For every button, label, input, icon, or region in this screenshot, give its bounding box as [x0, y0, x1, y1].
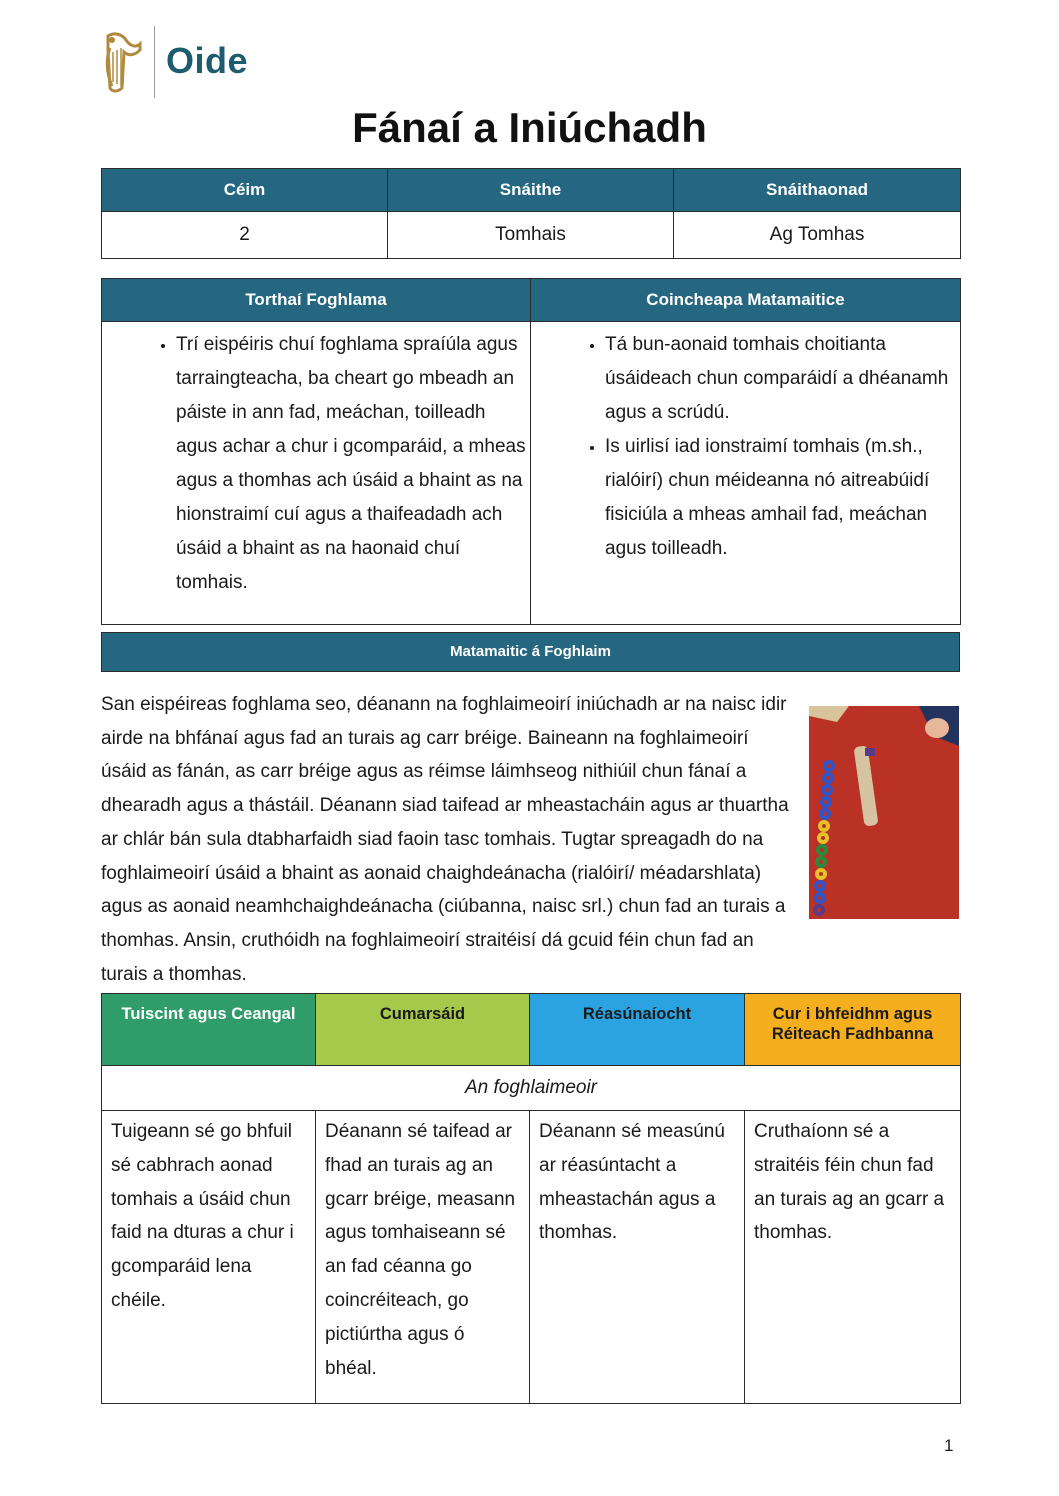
outcomes-header-coincheapa: Coincheapa Matamaitice — [531, 279, 961, 322]
page-number: 1 — [944, 1436, 954, 1455]
section-paragraph: San eispéireas foghlama seo, déanann na foghlaimeoirí iniúchadh ar na naisc idir airde na bhfánaí agus fad an turais ag carr bréige. Baineann na foghlaimeoirí úsáid as fánán, as carr bréige agus as réimse láimhseog nithiúil chun fánaí a dhearadh agus a thástáil. Déanann siad taifead ar mheastacháin agus ar thuartha ar chlár bán sula dtabharfaidh siad faoin tasc tomhais. Tugtar spreagadh do na foghlaimeoirí úsáid a bhaint as aonaid chaighdeánacha (rialóirí/ méadarshlata) agus as aonaid neamhchaighdeánacha (ciúbanna, naisc srl.) chun fad an turais a thomhas. Ansin, cruthóidh na foghlaimeoirí straitéisí dá gcuid féin chun fad an turais a thomhas. — [101, 694, 789, 985]
list-item: • Tá bun-aonaid tomhais choitianta úsáideach chun comparáidí a dhéanamh agus a scrúdú. — [605, 328, 960, 430]
info-value-snaithe: Tomhais — [388, 212, 674, 259]
outcomes-left-cell — [102, 322, 531, 625]
info-header-snaithaonad: Snáithaonad — [674, 169, 961, 212]
logo-divider — [154, 26, 155, 98]
info-value-snaithaonad: Ag Tomhas — [674, 212, 961, 259]
info-header-ceim: Céim — [102, 169, 388, 212]
logo-text: Oide — [166, 40, 249, 81]
header-cur-i-bhfeidhm: Cur i bhfeidhm agus Réiteach Fadhbanna — [745, 994, 961, 1066]
subheader-foghlaimeoir: An foghlaimeoir — [102, 1066, 961, 1111]
list-item: • Is uirlisí iad ionstraimí tomhais (m.sh., rialóirí) chun méideanna nó aitreabúidí fisiciúla a mheas amhail fad, meáchan agus toilleadh. — [605, 430, 960, 566]
outcomes-header-torthai: Torthaí Foghlama — [102, 279, 531, 322]
info-header-snaithe: Snáithe — [388, 169, 674, 212]
competency-table — [101, 993, 961, 1404]
info-value-ceim: 2 — [102, 212, 388, 259]
cell-cur-i-bhfeidhm: Cruthaíonn sé a straitéis féin chun fad an turais ag an gcarr a thomhas. — [745, 1111, 961, 1404]
header-cumarsaid: Cumarsáid — [316, 994, 530, 1066]
classroom-photo — [809, 706, 959, 919]
harp-icon — [100, 30, 144, 94]
cell-reasunaiocht: Déanann sé measúnú ar réasúntacht a mheastachán agus a thomhas. — [530, 1111, 745, 1404]
header-tuiscint: Tuiscint agus Ceangal — [102, 994, 316, 1066]
outcomes-table — [101, 278, 961, 625]
cell-tuiscint: Tuigeann sé go bhfuil sé cabhrach aonad tomhais a úsáid chun faid na dturas a chur i gcomparáid lena chéile. — [102, 1111, 316, 1404]
section-heading: Matamaitic á Foghlaim — [101, 632, 960, 672]
header-reasunaiocht: Réasúnaíocht — [530, 994, 745, 1066]
page-title: Fánaí a Iniúchadh — [352, 104, 707, 151]
list-item: • Trí eispéiris chuí foghlama spraíúla agus tarraingteacha, ba cheart go mbeadh an páiste in ann fad, meáchan, toilleadh agus achar a chur i gcomparáid, a mheas agus a thomhas ach úsáid a bhaint as na hionstraimí cuí agus a thaifeadadh ach úsáid a bhaint as na haonaid chuí tomhais. — [176, 328, 530, 600]
cell-cumarsaid: Déanann sé taifead ar fhad an turais ag an gcarr bréige, measann agus tomhaiseann sé an fad céanna go coincréiteach, go pictiúrtha agus ó bhéal. — [316, 1111, 530, 1404]
outcomes-right-cell — [531, 322, 961, 625]
info-table — [101, 168, 961, 259]
